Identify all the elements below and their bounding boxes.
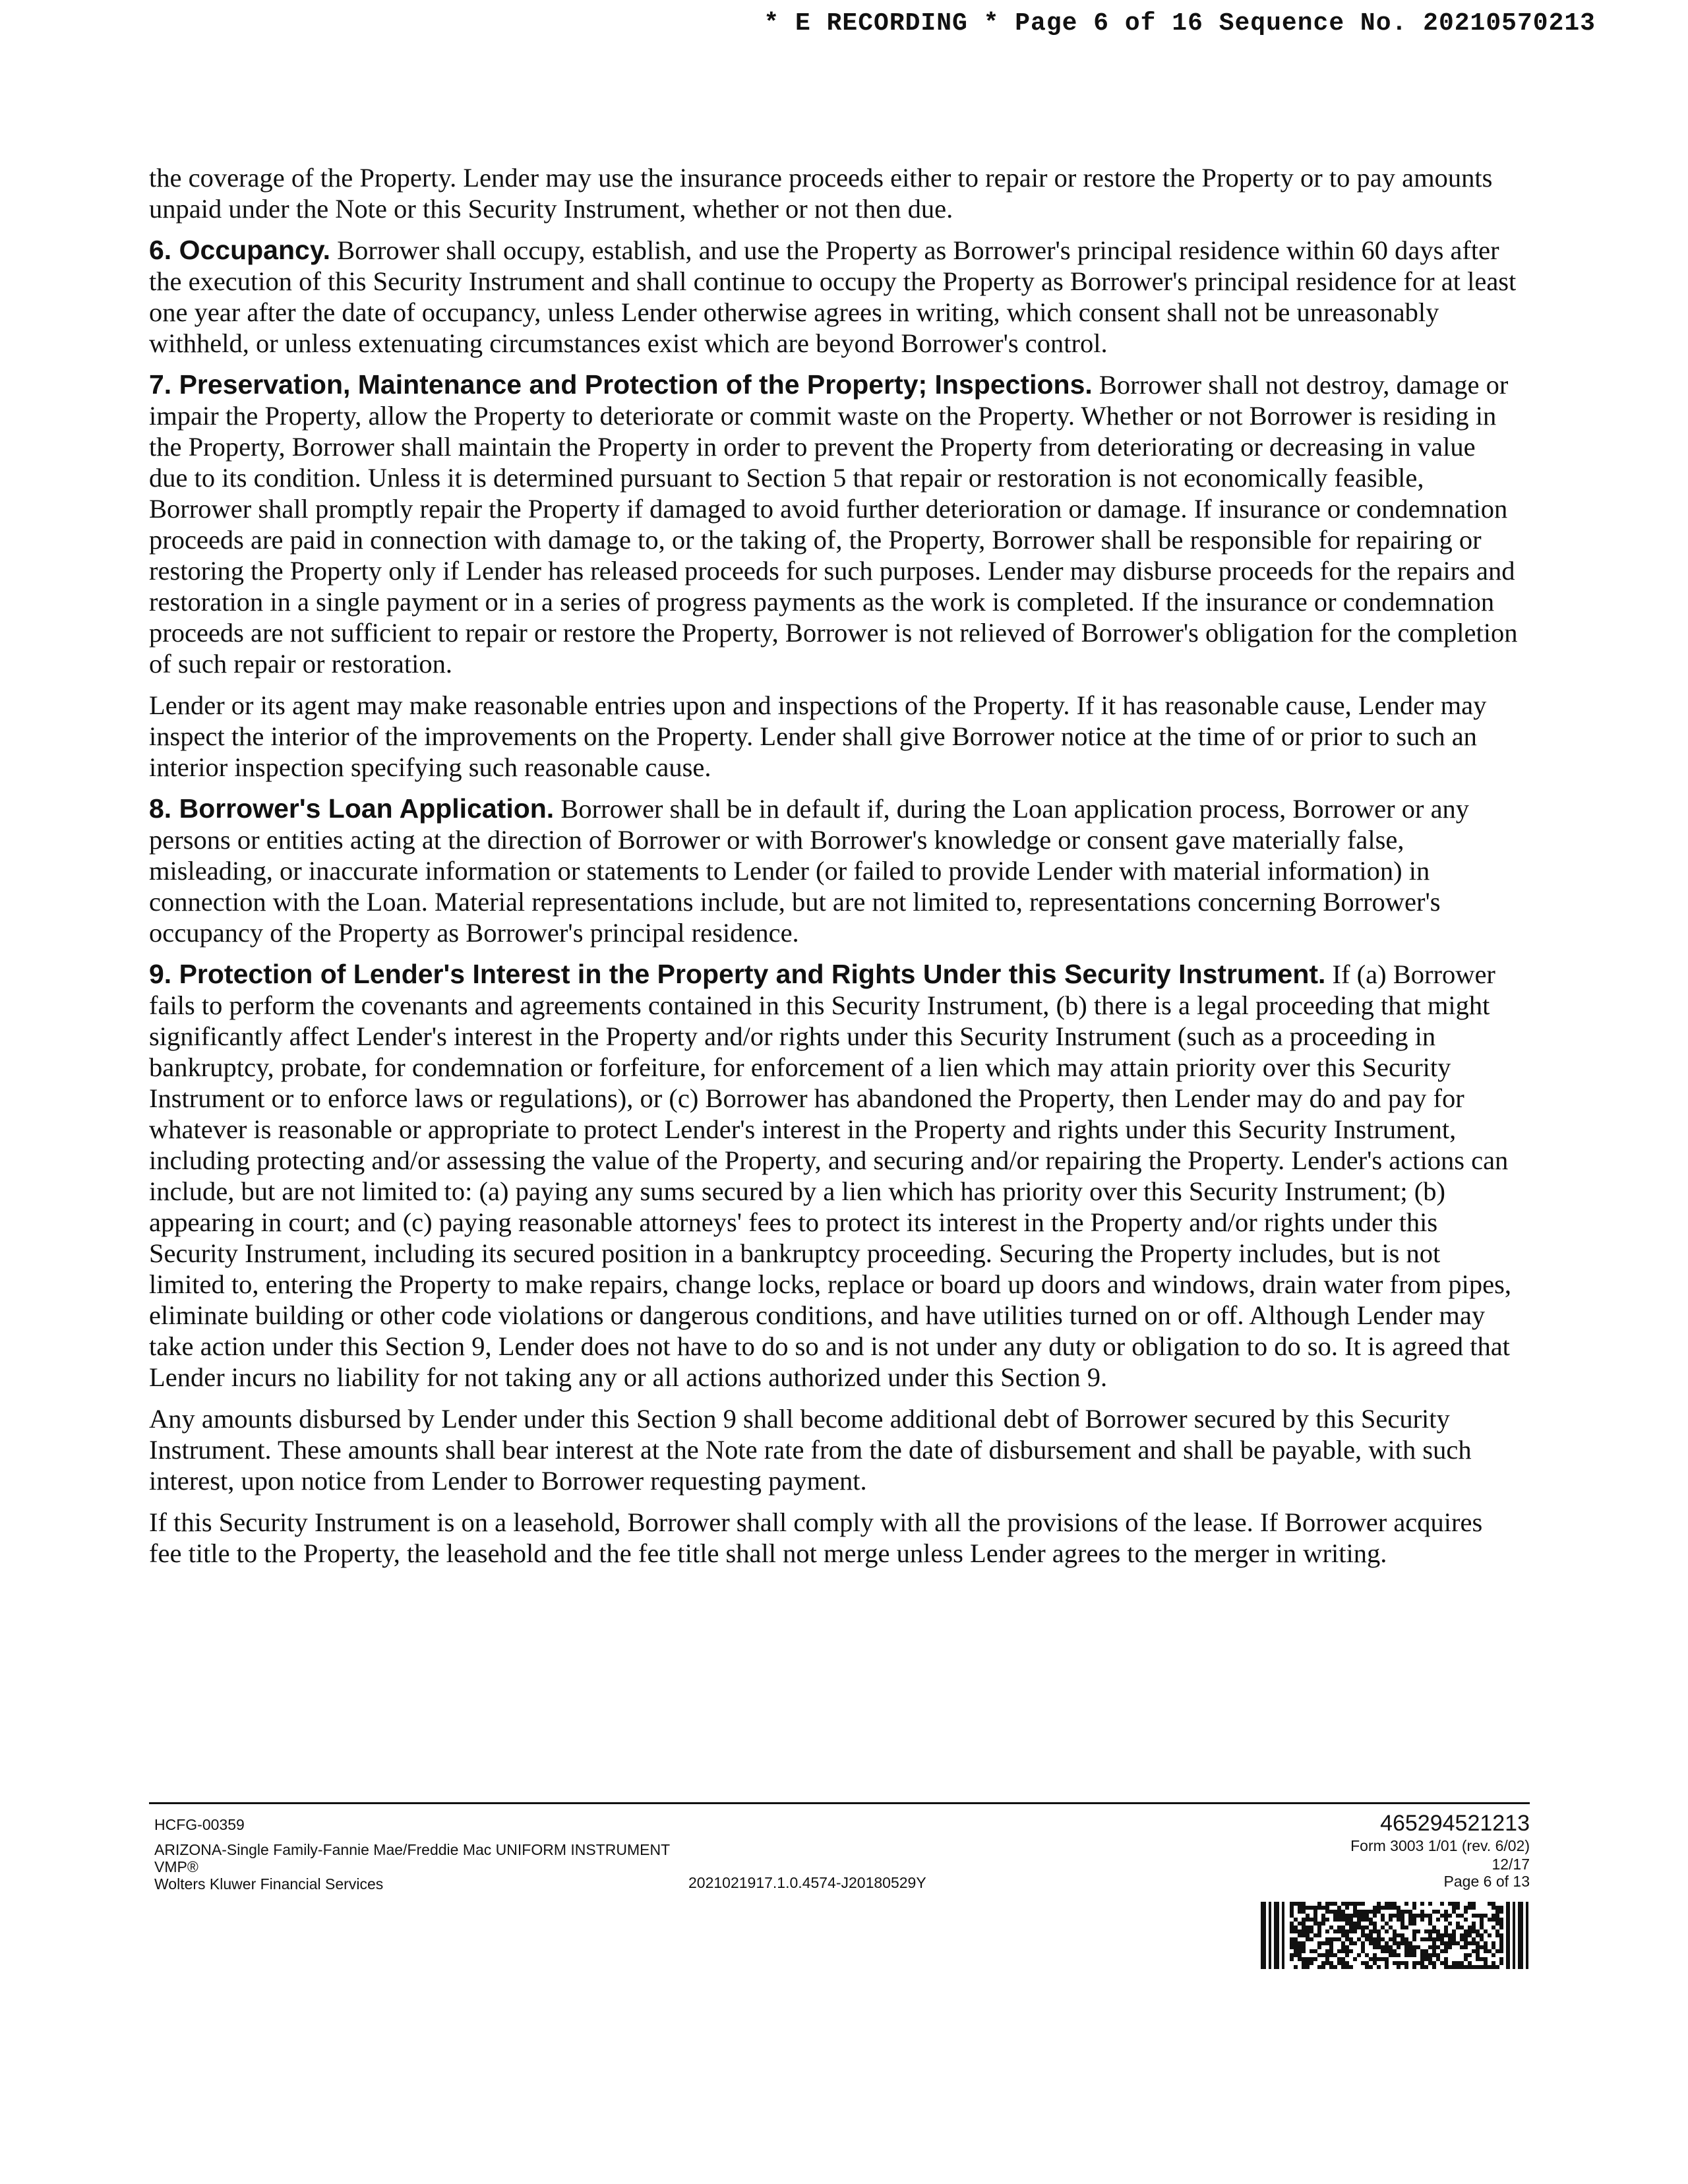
recording-header: * E RECORDING * Page 6 of 16 Sequence No. 20210570213 bbox=[764, 9, 1596, 38]
barcode-image bbox=[1261, 1902, 1530, 1969]
footer-vmp: VMP® bbox=[154, 1858, 198, 1875]
section-6-text: Borrower shall occupy, establish, and use the Property as Borrower's principal residence within 60 days after the execution of this Security Instrument and shall continue to occupy the Property as Borrower's principal residence for at least one year after the date of occupancy, unless Lender otherwise agrees in writing, which consent shall not be unreasonably withheld, or unless extenuating circumstances exist which are beyond Borrower's control. bbox=[149, 235, 1517, 358]
section-7 bbox=[149, 369, 1521, 679]
footer-doc-id: 2021021917.1.0.4574-J20180529Y bbox=[688, 1874, 926, 1891]
footer-form: Form 3003 1/01 (rev. 6/02) bbox=[1350, 1837, 1530, 1854]
section-8-text: Borrower shall be in default if, during the Loan application process, Borrower or any persons or entities acting at the direction of Borrower or with Borrower's knowledge or consent gave materially false, misleading, or inaccurate information or statements to Lender (or failed to provide Lender with material information) in connection with the Loan. Material representations include, but are not limited to, representations concerning Borrower's occupancy of the Property as Borrower's principal residence. bbox=[149, 794, 1470, 948]
footer bbox=[149, 1807, 1530, 1978]
footer-loan-number: 465294521213 bbox=[1380, 1811, 1530, 1836]
document-body bbox=[149, 162, 1521, 1579]
section-7-heading: 7. Preservation, Maintenance and Protection of the Property; Inspections. bbox=[149, 369, 1093, 400]
section-9 bbox=[149, 959, 1521, 1393]
section-9-heading: 9. Protection of Lender's Interest in the Property and Rights Under this Security Instrument. bbox=[149, 959, 1326, 989]
section-6 bbox=[149, 235, 1521, 359]
section-8-heading: 8. Borrower's Loan Application. bbox=[149, 793, 555, 824]
footer-code: HCFG-00359 bbox=[154, 1816, 245, 1833]
footer-publisher: Wolters Kluwer Financial Services bbox=[154, 1875, 384, 1893]
footer-page: Page 6 of 13 bbox=[1443, 1873, 1530, 1890]
paragraph-continuation: the coverage of the Property. Lender may use the insurance proceeds either to repair or restore the Property or to pay amounts unpaid under the Note or this Security Instrument, whether or not then due. bbox=[149, 163, 1493, 224]
footer-date: 12/17 bbox=[1492, 1856, 1530, 1873]
section-9-paragraph-3: If this Security Instrument is on a leasehold, Borrower shall comply with all the provisions of the lease. If Borrower acquires fee title to the Property, the leasehold and the fee title shall not merge unless Lender agrees to the merger in writing. bbox=[149, 1507, 1483, 1568]
footer-divider bbox=[149, 1802, 1530, 1804]
section-9-paragraph-2: Any amounts disbursed by Lender under this Section 9 shall become additional debt of Borrower secured by this Security Instrument. These amounts shall bear interest at the Note rate from the date of disbursement and shall be payable, with such interest, upon notice from Lender to Borrower requesting payment. bbox=[149, 1404, 1472, 1496]
section-8 bbox=[149, 793, 1521, 948]
section-7-text: Borrower shall not destroy, damage or impair the Property, allow the Property to deteriorate or commit waste on the Property. Whether or not Borrower is residing in the Property, Borrower shall maintain the Property in order to prevent the Property from deteriorating or decreasing in value due to its condition. Unless it is determined pursuant to Section 5 that repair or restoration is not economically feasible, Borrower shall promptly repair the Property if damaged to avoid further deterioration or damage. If insurance or condemnation proceeds are paid in connection with damage to, or the taking of, the Property, Borrower shall be responsible for repairing or restoring the Property only if Lender has released proceeds for such purposes. Lender may disburse proceeds for the repairs and restoration in a single payment or in a series of progress payments as the work is completed. If the insurance or condemnation proceeds are not sufficient to repair or restore the Property, Borrower is not relieved of Borrower's obligation for the completion of such repair or restoration. bbox=[149, 370, 1518, 679]
section-9-text: If (a) Borrower fails to perform the covenants and agreements contained in this Security Instrument, (b) there is a legal proceeding that might significantly affect Lender's interest in the Property and/or rights under this Security Instrument (such as a proceeding in bankruptcy, probate, for condemnation or forfeiture, for enforcement of a lien which may attain priority over this Security Instrument or to enforce laws or regulations), or (c) Borrower has abandoned the Property, then Lender may do and pay for whatever is reasonable or appropriate to protect Lender's interest in the Property and rights under this Security Instrument, including protecting and/or assessing the value of the Property, and securing and/or repairing the Property. Lender's actions can include, but are not limited to: (a) paying any sums secured by a lien which has priority over this Security Instrument; (b) appearing in court; and (c) paying reasonable attorneys' fees to protect its interest in the Property and/or rights under this Security Instrument, including its secured position in a bankruptcy proceeding. Securing the Property includes, but is not limited to, entering the Property to make repairs, change locks, replace or board up doors and windows, drain water from pipes, eliminate building or other code violations or dangerous conditions, and have utilities turned on or off. Although Lender may take action under this Section 9, Lender does not have to do so and is not under any duty or obligation to do so. It is agreed that Lender incurs no liability for not taking any or all actions authorized under this Section 9. bbox=[149, 959, 1512, 1392]
section-7-paragraph-2: Lender or its agent may make reasonable entries upon and inspections of the Property. If it has reasonable cause, Lender may inspect the interior of the improvements on the Property. Lender shall give Borrower notice at the time of or prior to such an interior inspection specifying such reasonable cause. bbox=[149, 690, 1487, 782]
footer-instrument: ARIZONA-Single Family-Fannie Mae/Freddie Mac UNIFORM INSTRUMENT bbox=[154, 1841, 671, 1858]
section-6-heading: 6. Occupancy. bbox=[149, 235, 330, 265]
